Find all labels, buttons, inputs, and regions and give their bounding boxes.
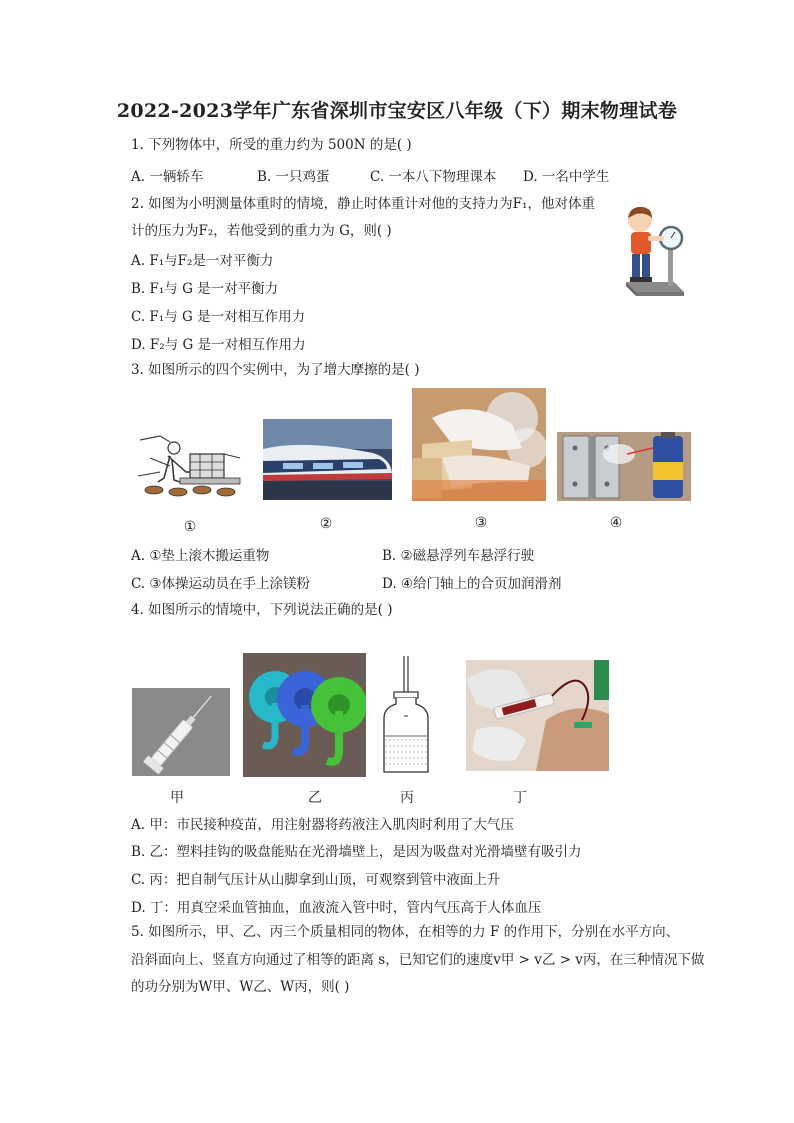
q3-caption-1: ① — [183, 519, 197, 535]
q4-caption-bing: 丙 — [400, 790, 414, 806]
q4-caption-ding: 丁 — [513, 790, 527, 806]
q4-option-d: D. 丁：用真空采血管抽血，血液流入管中时，管内气压高于人体血压 — [131, 900, 542, 916]
q3-caption-4: ④ — [609, 515, 623, 531]
q3-figure-hinge-lubricant — [557, 432, 691, 501]
q5-stem-line1: 5. 如图所示，甲、乙、丙三个质量相同的物体，在相等的力 F 的作用下，分别在水平方向、 — [131, 924, 680, 940]
q3-caption-3: ③ — [474, 515, 488, 531]
q1-option-b: B. 一只鸡蛋 — [257, 169, 330, 185]
q5-stem-line2: 沿斜面向上、竖直方向通过了相等的距离 s，已知它们的速度v甲 > v乙 > v丙，在三种情况下做 — [131, 952, 705, 968]
q2-option-c: C. F₁与 G 是一对相互作用力 — [131, 309, 306, 325]
q4-figure-suction-hooks — [243, 653, 366, 777]
q2-option-a: A. F₁与F₂是一对平衡力 — [131, 253, 274, 269]
q3-caption-2: ② — [319, 516, 333, 532]
q2-option-b: B. F₁与 G 是一对平衡力 — [131, 281, 279, 297]
q3-figure-maglev-train — [263, 419, 392, 500]
q3-option-d: D. ④给门轴上的合页加润滑剂 — [382, 576, 562, 592]
q3-figure-chalk-hands — [412, 388, 546, 501]
q1-option-d: D. 一名中学生 — [523, 169, 610, 185]
q4-figure-barometer-bottle — [380, 656, 432, 776]
q4-option-b: B. 乙：塑料挂钩的吸盘能贴在光滑墙壁上，是因为吸盘对光滑墙壁有吸引力 — [131, 844, 582, 860]
q4-stem: 4. 如图所示的情境中，下列说法正确的是( ) — [131, 602, 393, 618]
q2-option-d: D. F₂与 G 是一对相互作用力 — [131, 337, 306, 353]
q4-caption-jia: 甲 — [170, 790, 184, 806]
q3-option-b: B. ②磁悬浮列车悬浮行驶 — [382, 548, 535, 564]
q4-option-a: A. 甲：市民接种疫苗，用注射器将药液注入肌肉时利用了大气压 — [131, 817, 514, 833]
exam-title: 2022-2023学年广东省深圳市宝安区八年级（下）期末物理试卷 — [116, 100, 678, 122]
q3-figure-rollers — [130, 428, 242, 502]
q3-stem: 3. 如图所示的四个实例中，为了增大摩擦的是( ) — [131, 362, 420, 378]
q3-option-a: A. ①垫上滚木搬运重物 — [131, 548, 270, 564]
q4-figure-syringe — [132, 688, 230, 776]
q1-option-a: A. 一辆轿车 — [131, 169, 204, 185]
q1-option-c: C. 一本八下物理课本 — [370, 169, 497, 185]
q4-figure-blood-draw — [466, 660, 609, 771]
q2-stem-line1: 2. 如图为小明测量体重时的情境，静止时体重计对他的支持力为F₁，他对体重 — [131, 196, 595, 212]
q4-caption-yi: 乙 — [308, 790, 322, 806]
q2-stem-line2: 计的压力为F₂，若他受到的重力为 G，则( ) — [131, 223, 392, 239]
q4-option-c: C. 丙：把自制气压计从山脚拿到山顶，可观察到管中液面上升 — [131, 872, 501, 888]
q2-figure-boy-on-scale — [618, 200, 688, 300]
q3-option-c: C. ③体操运动员在手上涂镁粉 — [131, 576, 311, 592]
q1-stem: 1. 下列物体中，所受的重力约为 500N 的是( ) — [131, 137, 412, 153]
q5-stem-line3: 的功分别为W甲、W乙、W丙，则( ) — [131, 979, 350, 995]
